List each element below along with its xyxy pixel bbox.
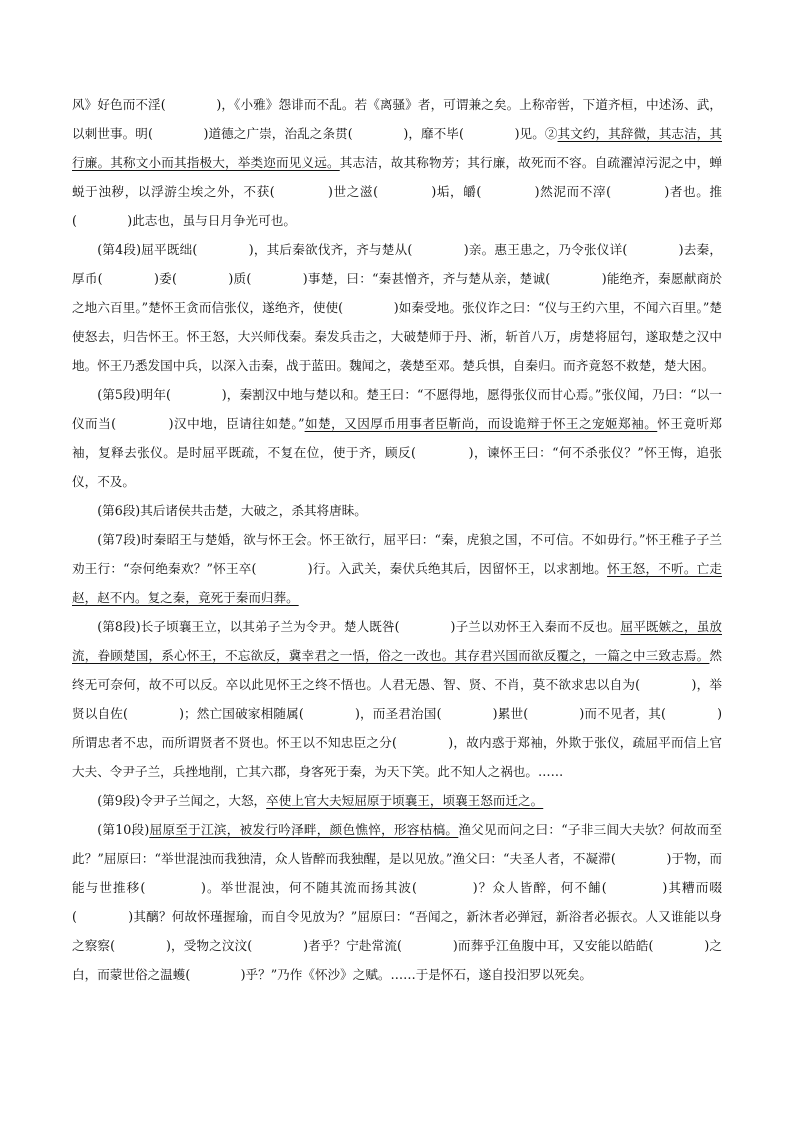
document-body — [72, 90, 722, 989]
text-run: 其志洁，故其称物芳；其行廉，故死而不容。自疏濯淖污泥之中，蝉蜕于浊秽，以浮游尘埃之外，不获( )世之滋( )垢，皭( )然泥而不滓( )者也。推( )此志也，虽与日月争光可也。 — [72, 155, 723, 228]
text-run: (第5段)明年( )，秦割汉中地与楚以和。楚王曰：“不愿得地，愿得张仪而甘心焉。”张仪闻，乃曰：“以一仪而当( )汉中地，臣请往如楚。” — [72, 387, 722, 431]
text-run: (第4段)屈平既绌( )，其后秦欲伐齐，齐与楚从( )亲。惠王患之，乃令张仪详( )去秦，厚币( )委( )质( )事楚，曰：“秦甚憎齐，齐与楚从亲，楚诚( )能绝齐，秦愿献商於之地六百里。”楚怀王贪而信张仪，遂绝齐，使使( )如秦受地。张仪诈之曰：“仪与王约六里，不闻六百里。”楚使怒去，归告怀王。怀王怒，大兴师伐秦。秦发兵击之，大破楚师于丹、淅，斩首八万，虏楚将屈匄，遂取楚之汉中地。怀王乃悉发国中兵，以深入击秦，战于蓝田。魏闻之，袭楚至邓。楚兵惧，自秦归。而齐竟怒不救楚，楚大困。 — [72, 242, 722, 373]
text-run: (第8段)长子顷襄王立，以其弟子兰为令尹。楚人既咎( )子兰以劝怀王入秦而不反也。 — [97, 619, 621, 634]
paragraph — [72, 380, 722, 496]
text-run: (第10段) — [97, 822, 150, 837]
paragraph — [72, 496, 722, 525]
paragraph — [72, 235, 722, 380]
underlined-sentence: 其文约，其辞微，其志洁，其行廉。其称文小而其指极大，举类迩而见义远。 — [72, 126, 722, 170]
text-run: 风》好色而不淫( )，《小雅》怨诽而不乱。若《离骚》者，可谓兼之矣。上称帝喾，下道齐桓，中述汤、武，以刺世事。明( )道德之广崇，治乱之条贯( )，靡不毕( )见。② — [72, 97, 722, 141]
text-run: 然终无可奈何，故不可以反。卒以此见怀王之终不悟也。人君无愚、智、贤、不肖，莫不欲求忠以自为( )，举贤以自佐( )；然亡国破家相随属( )，而圣君治国( )累世( )而不见者，其( )所谓忠者不忠，而所谓贤者不贤也。怀王以不知忠臣之分( )，故内惑于郑袖，外欺于张仪，疏屈平而信上官大夫、令尹子兰，兵挫地削，亡其六郡，身客死于秦，为天下笑。此不知人之祸也。…… — [72, 648, 722, 779]
paragraph — [72, 525, 722, 612]
underlined-sentence: 怀王怒，不听。亡走赵，赵不内。复之秦，竟死于秦而归葬。 — [72, 561, 722, 605]
paragraph — [72, 612, 722, 786]
text-run: (第9段)令尹子兰闻之，大怒， — [97, 793, 267, 808]
text-run: (第7段)时秦昭王与楚婚，欲与怀王会。怀王欲行，屈平曰：“秦，虎狼之国，不可信。不如毋行。”怀王稚子子兰劝王行：“奈何绝秦欢？”怀王卒( )行。入武关，秦伏兵绝其后，因留怀王，以求割地。 — [72, 532, 722, 576]
underlined-sentence: 卒使上官大夫短屈原于顷襄王，顷襄王怒而迁之。 — [266, 793, 544, 808]
underlined-sentence: 如楚，又因厚币用事者臣靳尚，而设诡辩于怀王之宠姬郑袖。 — [304, 416, 658, 431]
paragraph — [72, 90, 722, 235]
text-run: 渔父见而问之曰：“子非三闾大夫欤？何故而至此？”屈原曰：“举世混浊而我独清，众人皆醉而我独醒，是以见放。”渔父曰：“夫圣人者，不凝滞( )于物，而能与世推移( )。举世混浊，何不随其流而扬其波( )？众人皆醉，何不餔( )其糟而啜( )其醨？何故怀瑾握瑜，而自令见放为？”屈原曰：“吾闻之，新沐者必弹冠，新浴者必振衣。人又谁能以身之察察( )，受物之汶汶( )者乎？宁赴常流( )而葬乎江鱼腹中耳，又安能以皓皓( )之白，而蒙世俗之温蠖( )乎？”乃作《怀沙》之赋。……于是怀石，遂自投汨罗以死矣。 — [72, 822, 722, 982]
text-run: 怀王竟听郑袖，复释去张仪。是时屈平既疏，不复在位，使于齐，顾反( )，谏怀王曰：“何不杀张仪？”怀王悔，追张仪，不及。 — [72, 416, 723, 489]
paragraph — [72, 815, 722, 989]
underlined-sentence: 屈平既嫉之，虽放流，眷顾楚国，系心怀王，不忘欲反，冀幸君之一悟，俗之一改也。其存君兴国而欲反覆之，一篇之中三致志焉。 — [72, 619, 722, 663]
paragraph — [72, 786, 722, 815]
text-run: (第6段)其后诸侯共击楚，大破之，杀其将唐眛。 — [97, 503, 367, 518]
underlined-sentence: 屈原至于江滨，被发行吟泽畔，颜色憔悴，形容枯槁。 — [149, 822, 459, 837]
